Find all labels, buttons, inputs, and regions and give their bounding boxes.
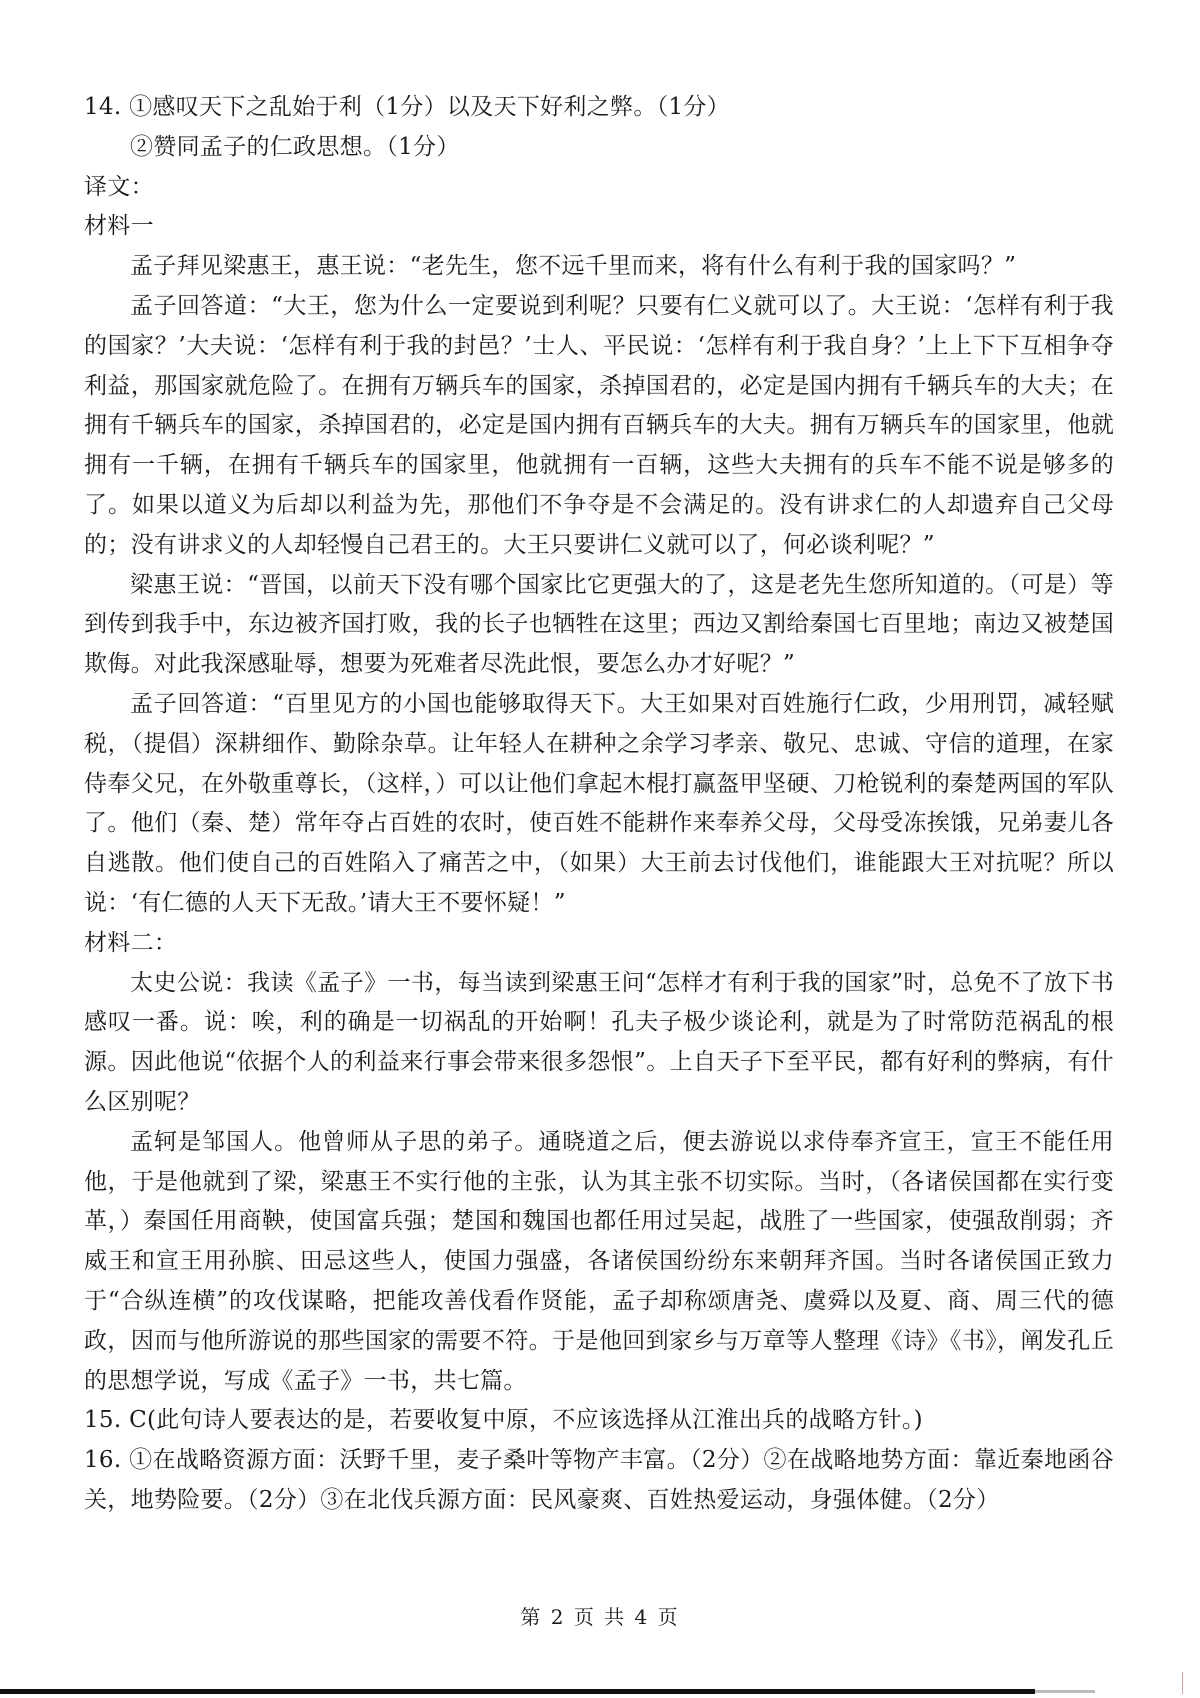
q14-line-2: ②赞同孟子的仁政思想。（1分） [130,133,460,160]
q16-answer: 16. ①在战略资源方面：沃野千里，麦子桑叶等物产丰富。（2分）②在战略地势方面：靠近秦地函谷关，地势险要。（2分）③在北伐兵源方面：民风豪爽、百姓热爱运动，身强体健。（2分） [84,1447,1114,1513]
scan-edge-bar [0,1689,1035,1694]
material-1-heading: 材料一 [84,213,154,240]
q15-answer: 15. C(此句诗人要表达的是，若要收复中原，不应该选择从江淮出兵的战略方针。) [84,1407,923,1434]
material-1-paragraph: 孟子回答道：“大王，您为什么一定要说到利呢？只要有仁义就可以了。大王说：‘怎样有利于我的国家？’大夫说：‘怎样有利于我的封邑？’士人、平民说：‘怎样有利于我自身？’上上下下互相争夺利益，那国家就危险了。在拥有万辆兵车的国家，杀掉国君的，必定是国内拥有千辆兵车的大夫；在拥有千辆兵车的国家，杀掉国君的，必定是国内拥有百辆兵车的大夫。拥有万辆兵车的国家里，他就拥有一千辆，在拥有千辆兵车的国家里，他就拥有一百辆，这些大夫拥有的兵车不能不说是够多的了。如果以道义为后却以利益为先，那他们不争夺是不会满足的。没有讲求仁的人却遗弃自己父母的；没有讲求义的人却轻慢自己君王的。大王只要讲仁义就可以了，何必谈利呢？” [84,292,1114,558]
material-2-paragraph: 太史公说：我读《孟子》一书，每当读到梁惠王问“怎样才有利于我的国家”时，总免不了放下书感叹一番。说：唉，利的确是一切祸乱的开始啊！孔夫子极少谈论利，就是为了时常防范祸乱的根源。因此他说“依据个人的利益来行事会带来很多怨恨”。上自天子下至平民，都有好利的弊病，有什么区别呢？ [84,969,1114,1115]
scan-edge-fade [1035,1690,1095,1693]
material-1-paragraph: 孟子回答道：“百里见方的小国也能够取得天下。大王如果对百姓施行仁政，少用刑罚，减轻赋税，（提倡）深耕细作、勤除杂草。让年轻人在耕种之余学习孝亲、敬兄、忠诚、守信的道理，在家侍奉父兄，在外敬重尊长，（这样，）可以让他们拿起木棍打赢盔甲坚硬、刀枪锐利的秦楚两国的军队了。他们（秦、楚）常年夺占百姓的农时，使百姓不能耕作来奉养父母，父母受冻挨饿，兄弟妻儿各自逃散。他们使自己的百姓陷入了痛苦之中，（如果）大王前去讨伐他们，谁能跟大王对抗呢？所以说：‘有仁德的人天下无敌。’请大王不要怀疑！” [84,690,1114,916]
page-number-footer: 第 2 页 共 4 页 [520,1605,680,1629]
material-1-paragraph: 孟子拜见梁惠王，惠王说：“老先生，您不远千里而来，将有什么有利于我的国家吗？” [130,253,1017,280]
answer-content [84,88,1114,1521]
translation-label: 译文： [84,173,154,200]
material-1-paragraph: 梁惠王说：“晋国，以前天下没有哪个国家比它更强大的了，这是老先生您所知道的。（可是）等到传到我手中，东边被齐国打败，我的长子也牺牲在这里；西边又割给秦国七百里地；南边又被楚国欺侮。对此我深感耻辱，想要为死难者尽洗此恨，要怎么办才好呢？” [84,571,1114,678]
q14-line-1: 14. ①感叹天下之乱始于利（1分）以及天下好利之弊。（1分） [84,94,730,120]
scan-edge-mark [1182,1672,1183,1694]
material-2-heading: 材料二： [84,929,178,956]
material-2-paragraph: 孟轲是邹国人。他曾师从子思的弟子。通晓道之后，便去游说以求侍奉齐宣王，宣王不能任用他，于是他就到了梁，梁惠王不实行他的主张，认为其主张不切实际。当时，（各诸侯国都在实行变革，）秦国任用商鞅，使国富兵强；楚国和魏国也都任用过吴起，战胜了一些国家，使强敌削弱；齐威王和宣王用孙膑、田忌这些人，使国力强盛，各诸侯国纷纷东来朝拜齐国。当时各诸侯国正致力于“合纵连横”的攻伐谋略，把能攻善伐看作贤能，孟子却称颂唐尧、虞舜以及夏、商、周三代的德政，因而与他所游说的那些国家的需要不符。于是他回到家乡与万章等人整理《诗》《书》，阐发孔丘的思想学说，写成《孟子》一书，共七篇。 [84,1128,1114,1394]
